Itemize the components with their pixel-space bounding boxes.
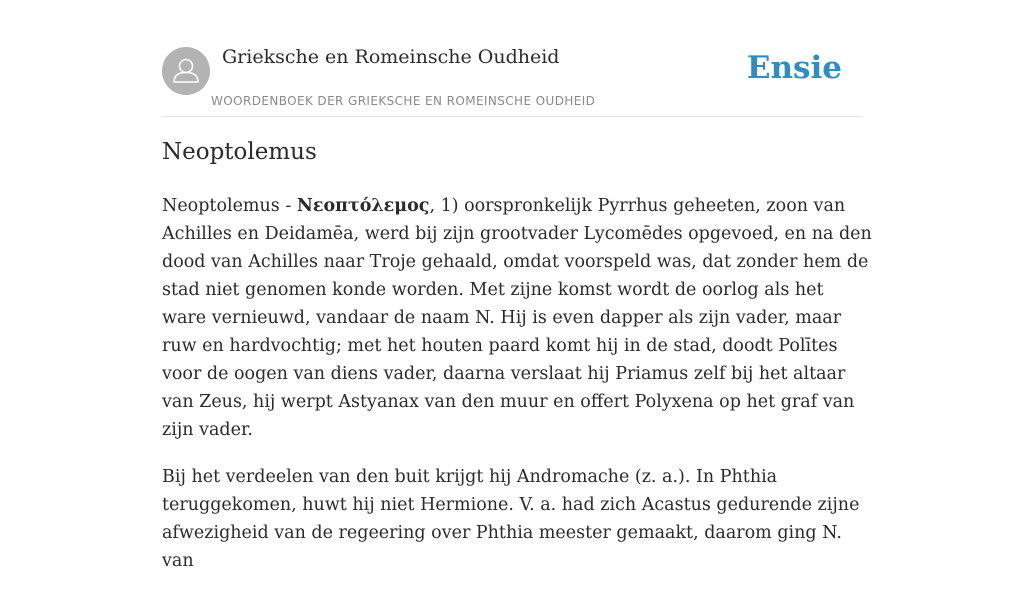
entry-paragraph-1	[162, 192, 872, 444]
entry-term: Neoptolemus -	[162, 196, 297, 216]
entry-title: Neoptolemus	[162, 139, 317, 165]
greek-term: Νεοπτόλεμος	[296, 196, 430, 216]
site-subtitle: WOORDENBOEK DER GRIEKSCHE EN ROMEINSCHE OUDHEID	[211, 94, 596, 108]
user-icon	[162, 47, 210, 95]
entry-content	[162, 192, 872, 594]
site-header	[162, 46, 862, 117]
brand-logo[interactable]: Ensie	[746, 50, 842, 86]
avatar[interactable]	[162, 47, 210, 95]
entry-paragraph-2: Bij het verdeelen van den buit krijgt hij Andromache (z. a.). In Phthia teruggekomen, huwt hij niet Hermione. V. a. had zich Acastus gedurende zijne afwezigheid van de regeering over Phthia meester gemaakt, daarom ging N. van	[162, 467, 860, 571]
entry-paragraph-1-body: , 1) oorspronkelijk Pyrrhus geheeten, zoon van Achilles en Deidamēa, werd bij zijn grootvader Lycomēdes opgevoed, en na den dood van Achilles naar Troje gehaald, omdat voorspeld was, dat zonder hem de stad niet genomen konde worden. Met zijne komst wordt de oorlog als het ware vernieuwd, vandaar de naam N. Hij is even dapper als zijn vader, maar ruw en hardvochtig; met het houten paard komt hij in de stad, doodt Polītes voor de oogen van diens vader, daarna verslaat hij Priamus zelf bij het altaar van Zeus, hij werpt Astyanax van den muur en offert Polyxena op het graf van zijn vader.	[162, 196, 872, 440]
site-title[interactable]: Grieksche en Romeinsche Oudheid	[222, 46, 560, 68]
